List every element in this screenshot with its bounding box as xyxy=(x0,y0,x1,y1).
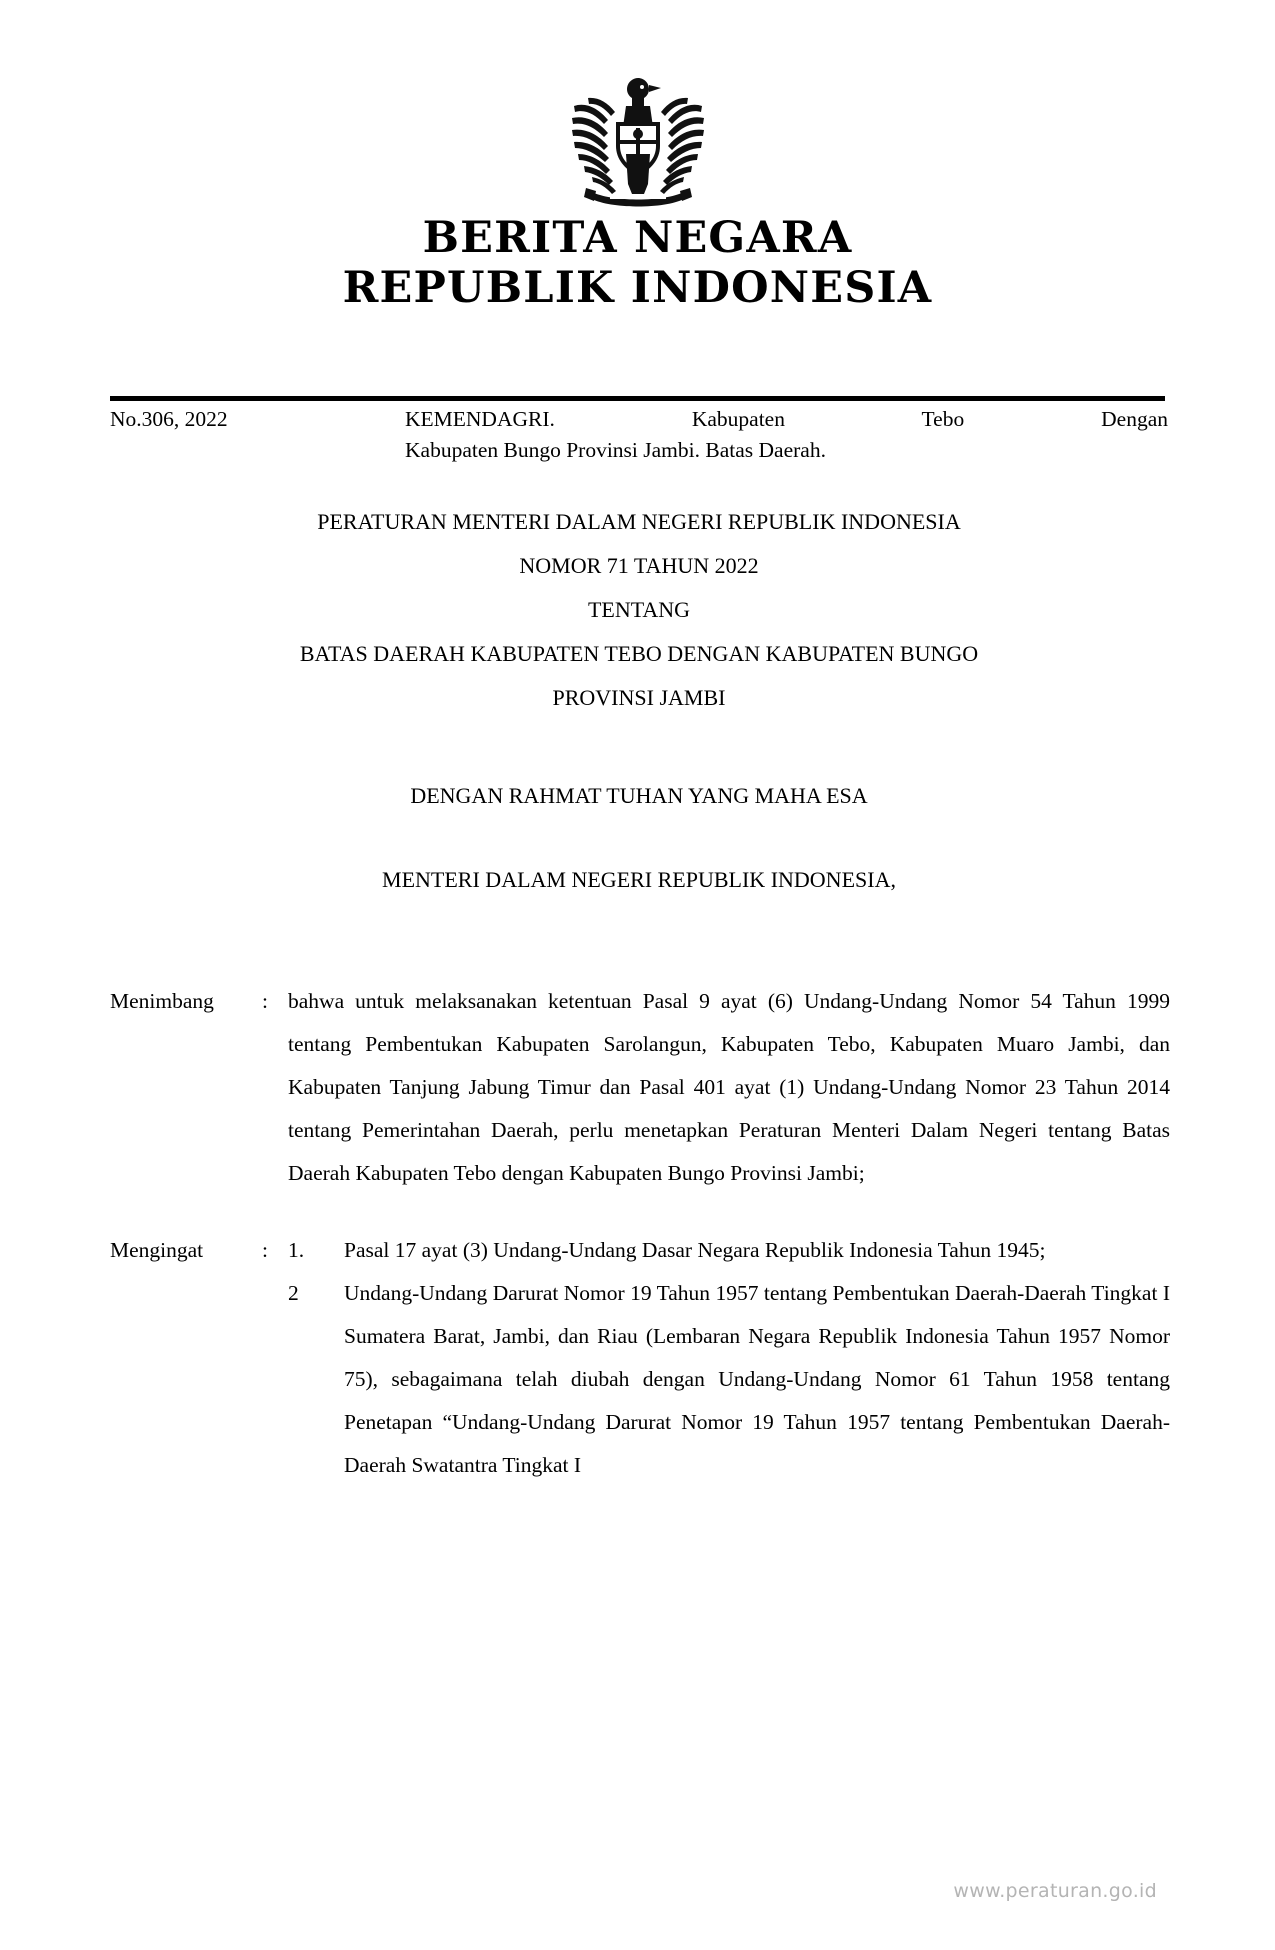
issuer-line: MENTERI DALAM NEGERI REPUBLIK INDONESIA, xyxy=(382,867,896,892)
clause-menimbang-label: Menimbang xyxy=(110,989,214,1013)
masthead-line-2: REPUBLIK INDONESIA xyxy=(342,263,933,313)
document-header xyxy=(110,404,1168,466)
garuda-pancasila-emblem-icon xyxy=(564,68,712,214)
clause-menimbang-text: bahwa untuk melaksanakan ketentuan Pasal 9 ayat (6) Undang-Undang Nomor 54 Tahun 1999 tentang Pembentukan Kabupaten Sarolangun, Kabupaten Tebo, Kabupaten Muaro Jambi, dan Kabupaten Tanjung Jabung Timur dan Pasal 401 ayat (1) Undang-Undang Nomor 23 Tahun 2014 tentang Pemerintahan Daerah, perlu menetapkan Peraturan Menteri Dalam Negeri tentang Batas Daerah Kabupaten Tebo dengan Kabupaten Bungo Provinsi Jambi; xyxy=(288,989,1170,1185)
document-number: No.306, 2022 xyxy=(110,407,228,431)
clause-mengingat xyxy=(110,1229,1170,1487)
invocation-line: DENGAN RAHMAT TUHAN YANG MAHA ESA xyxy=(410,783,868,808)
clause-menimbang-colon: : xyxy=(262,989,268,1013)
regulation-subject-line-1: BATAS DAERAH KABUPATEN TEBO DENGAN KABUPATEN BUNGO xyxy=(299,641,979,666)
source-watermark: www.peraturan.go.id xyxy=(953,1880,1157,1902)
clause-menimbang-body xyxy=(288,980,1170,1195)
document-subject xyxy=(405,404,1168,466)
mengingat-item-list xyxy=(288,1229,1170,1487)
document-subject-line-2: Kabupaten Bungo Provinsi Jambi. Batas Daerah. xyxy=(405,438,826,462)
list-item-text: Undang-Undang Darurat Nomor 19 Tahun 1957 tentang Pembentukan Daerah-Daerah Tingkat I Sumatera Barat, Jambi, dan Riau (Lembaran Negara Republik Indonesia Tahun 1957 Nomor 75), sebagaimana telah diubah dengan Undang-Undang Nomor 61 Tahun 1958 tentang Penetapan “Undang-Undang Darurat Nomor 19 Tahun 1957 tentang Pembentukan Daerah-Daerah Swatantra Tingkat I xyxy=(344,1281,1170,1477)
list-item xyxy=(288,1229,1170,1272)
regulation-title-line-1: PERATURAN MENTERI DALAM NEGERI REPUBLIK INDONESIA xyxy=(317,509,961,534)
clause-list xyxy=(110,980,1170,1521)
spacer-2 xyxy=(110,818,1168,858)
clause-mengingat-colon: : xyxy=(262,1238,268,1262)
spacer-1 xyxy=(110,720,1168,774)
clause-mengingat-label: Mengingat xyxy=(110,1238,204,1262)
regulation-subject-line-2: PROVINSI JAMBI xyxy=(552,685,726,710)
regulation-tentang-label: TENTANG xyxy=(587,597,691,622)
footer xyxy=(0,1880,1275,1902)
list-item-marker: 2 xyxy=(288,1281,299,1305)
list-item-text: Pasal 17 ayat (3) Undang-Undang Dasar Negara Republik Indonesia Tahun 1945; xyxy=(344,1238,1046,1262)
clause-menimbang xyxy=(110,980,1170,1195)
emblem-container xyxy=(0,68,1275,219)
clause-mengingat-body xyxy=(288,1229,1170,1487)
list-item xyxy=(288,1272,1170,1487)
masthead xyxy=(0,213,1275,313)
masthead-divider xyxy=(110,396,1165,401)
masthead-line-1: BERITA NEGARA xyxy=(422,213,853,263)
document-subject-line-1: KEMENDAGRI. Kabupaten Tebo Dengan xyxy=(405,407,1168,431)
title-block xyxy=(110,500,1168,902)
regulation-number: NOMOR 71 TAHUN 2022 xyxy=(519,553,759,578)
list-item-marker: 1. xyxy=(288,1238,305,1262)
